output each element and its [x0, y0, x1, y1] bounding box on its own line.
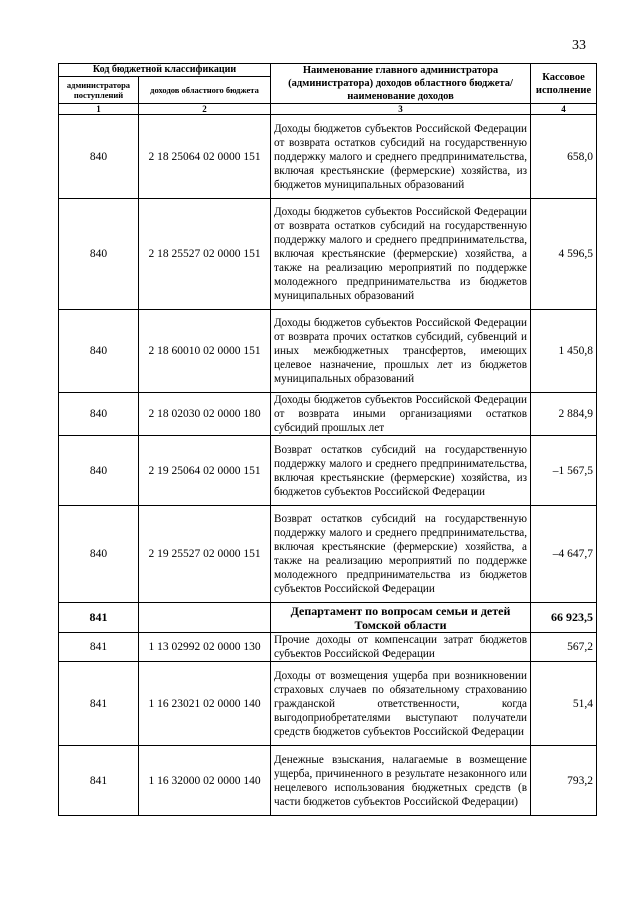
row-sum: –4 647,7: [531, 506, 597, 603]
row-sum: 4 596,5: [531, 199, 597, 310]
row-admin: 840: [59, 506, 139, 603]
page-number: 33: [572, 38, 586, 53]
header-num-3: 3: [271, 104, 531, 115]
department-sum: 66 923,5: [531, 603, 597, 633]
row-name: Доходы бюджетов субъектов Российской Федерации от возврата остатков субсидий на государственную поддержку малого и среднего предпринимательства, включая крестьянские (фермерские) хозяйства, из бюджетов муниципальных образований: [271, 115, 531, 199]
row-code: 1 13 02992 02 0000 130: [139, 633, 271, 662]
row-code: 2 19 25527 02 0000 151: [139, 506, 271, 603]
row-sum: 658,0: [531, 115, 597, 199]
table-row: [59, 746, 597, 816]
table-row: [59, 436, 597, 506]
row-name: Прочие доходы от компенсации затрат бюджетов субъектов Российской Федерации: [271, 633, 531, 662]
row-admin: 841: [59, 603, 139, 633]
row-sum: –1 567,5: [531, 436, 597, 506]
table-row: [59, 115, 597, 199]
row-code: 2 18 02030 02 0000 180: [139, 393, 271, 436]
row-sum: 793,2: [531, 746, 597, 816]
row-admin: 840: [59, 115, 139, 199]
row-admin: 841: [59, 746, 139, 816]
row-sum: 567,2: [531, 633, 597, 662]
row-code: 2 18 25527 02 0000 151: [139, 199, 271, 310]
table-row: [59, 633, 597, 662]
row-admin: 841: [59, 662, 139, 746]
department-name: Департамент по вопросам семьи и детей Томской области: [271, 603, 531, 633]
row-code: [139, 603, 271, 633]
header-admin: администратора поступлений: [59, 77, 139, 104]
row-admin: 840: [59, 393, 139, 436]
table-row: [59, 662, 597, 746]
row-admin: 840: [59, 436, 139, 506]
row-name: Возврат остатков субсидий на государственную поддержку малого и среднего предпринимательства, включая крестьянские (фермерские) хозяйства, а также на реализацию мероприятий по поддержке молодежного предпринимательства из бюджетов субъектов Российской Федерации: [271, 506, 531, 603]
row-name: Доходы бюджетов субъектов Российской Федерации от возврата остатков субсидий на государственную поддержку малого и среднего предпринимательства, включая крестьянские (фермерские) хозяйства, а также на реализацию мероприятий по поддержке молодежного предпринимательства из бюджетов муниципальных образований: [271, 199, 531, 310]
row-sum: 2 884,9: [531, 393, 597, 436]
row-sum: 51,4: [531, 662, 597, 746]
row-admin: 840: [59, 199, 139, 310]
row-admin: 841: [59, 633, 139, 662]
header-sum: Кассовое исполнение: [531, 64, 597, 104]
table-row: [59, 199, 597, 310]
table-row: [59, 393, 597, 436]
header-num-2: 2: [139, 104, 271, 115]
row-code: 1 16 32000 02 0000 140: [139, 746, 271, 816]
row-name: Возврат остатков субсидий на государственную поддержку малого и среднего предпринимательства, включая крестьянские (фермерские) хозяйства, из бюджетов субъектов Российской Федерации: [271, 436, 531, 506]
row-code: 2 18 60010 02 0000 151: [139, 310, 271, 393]
row-code: 2 18 25064 02 0000 151: [139, 115, 271, 199]
row-admin: 840: [59, 310, 139, 393]
row-code: 2 19 25064 02 0000 151: [139, 436, 271, 506]
budget-revenue-table: [58, 63, 597, 816]
header-revenue-code: доходов областного бюджета: [139, 77, 271, 104]
header-num-1: 1: [59, 104, 139, 115]
header-num-4: 4: [531, 104, 597, 115]
header-name: Наименование главного администратора (администратора) доходов областного бюджета/ наименование доходов: [271, 64, 531, 104]
row-name: Денежные взыскания, налагаемые в возмещение ущерба, причиненного в результате незаконного или нецелевого использования бюджетных средств (в части бюджетов субъектов Российской Федерации): [271, 746, 531, 816]
row-name: Доходы от возмещения ущерба при возникновении страховых случаев по обязательному страхованию гражданской ответственности, когда выгодоприобретателями выступают получатели средств бюджетов субъектов Российской Федерации: [271, 662, 531, 746]
header-code-group: Код бюджетной классификации: [59, 64, 271, 77]
table-row: [59, 310, 597, 393]
row-sum: 1 450,8: [531, 310, 597, 393]
row-name: Доходы бюджетов субъектов Российской Федерации от возврата прочих остатков субсидий, субвенций и иных межбюджетных трансфертов, имеющих целевое назначение, прошлых лет из бюджетов муниципальных образований: [271, 310, 531, 393]
department-row: [59, 603, 597, 633]
row-name: Доходы бюджетов субъектов Российской Федерации от возврата иными организациями остатков субсидий прошлых лет: [271, 393, 531, 436]
table-row: [59, 506, 597, 603]
row-code: 1 16 23021 02 0000 140: [139, 662, 271, 746]
